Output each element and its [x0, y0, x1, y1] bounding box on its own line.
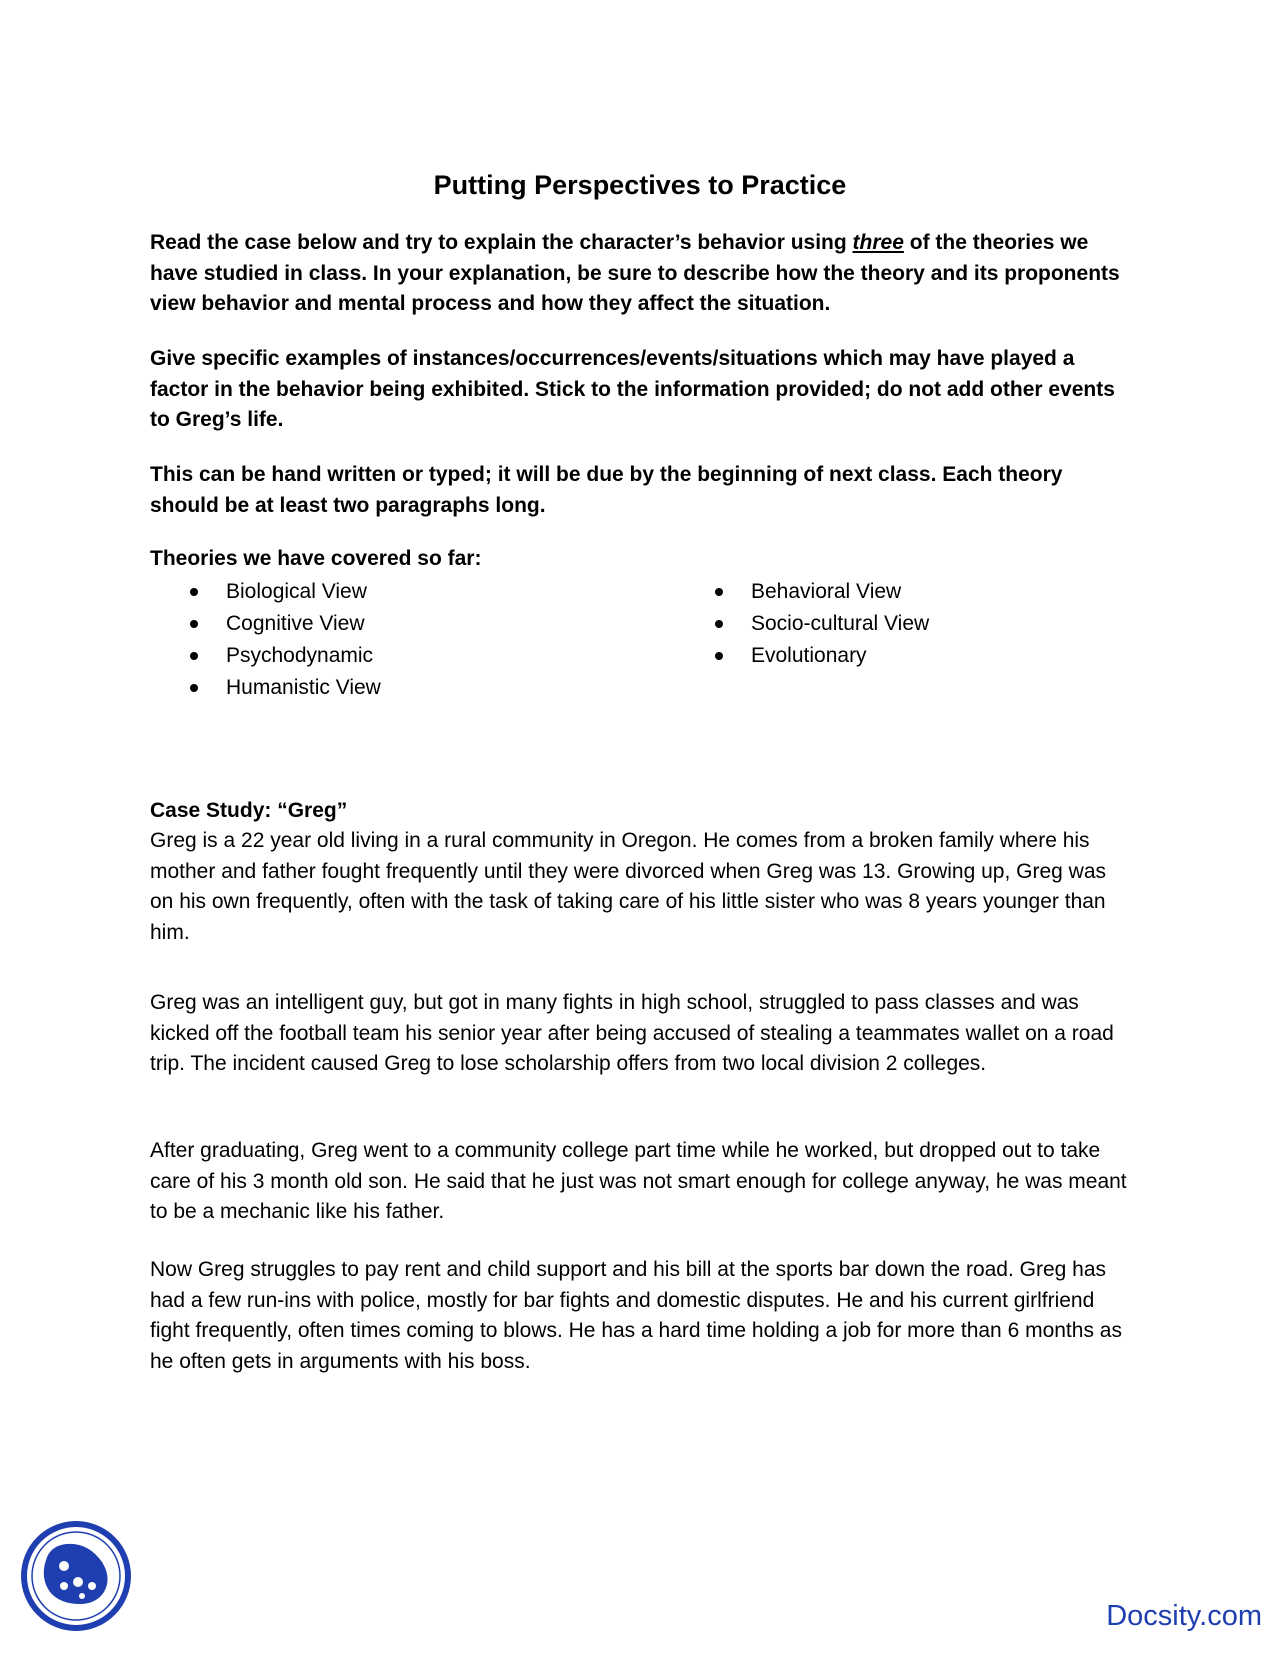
list-item: [675, 576, 929, 608]
instructions-paragraph-1: [150, 228, 1130, 320]
case-paragraph-4: Now Greg struggles to pay rent and child support and his bill at the sports bar down the road. Greg has had a few run-ins with police, mostly for bar fights and domestic disputes. He and his current girlfriend fight frequently, often times coming to blows. He has a hard time holding a job for more than 6 months as he often gets in arguments with his boss.: [150, 1258, 1122, 1373]
case-paragraph-1: Greg is a 22 year old living in a rural community in Oregon. He comes from a broken family where his mother and father fought frequently until they were divorced when Greg was 13. Growing up, Greg was on his own frequently, often with the task of taking care of his little sister who was 8 years younger than him.: [150, 829, 1107, 944]
case-paragraph-3: After graduating, Greg went to a community college part time while he worked, but dropped out to take care of his 3 month old son. He said that he just was not smart enough for college anyway, he was meant to be a mechanic like his father.: [150, 1139, 1127, 1223]
list-item: [675, 608, 929, 640]
theories-heading: Theories we have covered so far:: [150, 547, 482, 570]
docsity-brand-link[interactable]: Docsity.com: [1106, 1600, 1262, 1632]
theories-list-right: [675, 576, 929, 672]
list-item: [150, 672, 381, 704]
bullet-icon: [715, 588, 723, 596]
bullet-icon: [715, 652, 723, 660]
list-item-label: Cognitive View: [226, 612, 365, 635]
list-item: [150, 608, 381, 640]
instructions-emphasis-three: three: [852, 231, 904, 254]
list-item-label: Evolutionary: [751, 644, 867, 667]
instructions-p1-after: of the theories we have studied in class. In your explanation, be sure to describe how the theory and its proponents view behavior and mental process and how they affect the situation.: [150, 231, 1120, 315]
list-item-label: Socio-cultural View: [751, 612, 930, 635]
theories-list-left: [150, 576, 381, 704]
list-item-label: Humanistic View: [226, 676, 381, 699]
bullet-icon: [190, 588, 198, 596]
page-title: Putting Perspectives to Practice: [433, 170, 847, 200]
bullet-icon: [715, 620, 723, 628]
list-item-label: Biological View: [226, 580, 367, 603]
instructions-paragraph-2: Give specific examples of instances/occurrences/events/situations which may have played a factor in the behavior being exhibited. Stick to the information provided; do not add other events to Greg’s life.: [150, 347, 1115, 431]
case-paragraph-2: Greg was an intelligent guy, but got in many fights in high school, struggled to pass classes and was kicked off the football team his senior year after being accused of stealing a teammates wallet on a road trip. The incident caused Greg to lose scholarship offers from two local division 2 colleges.: [150, 991, 1114, 1075]
case-study-heading: Case Study: “Greg”: [150, 799, 348, 822]
list-item: [150, 640, 381, 672]
list-item-label: Behavioral View: [751, 580, 902, 603]
instructions-paragraph-3: This can be hand written or typed; it will be due by the beginning of next class. Each theory should be at least two paragraphs long.: [150, 463, 1063, 517]
list-item: [150, 576, 381, 608]
bullet-icon: [190, 652, 198, 660]
bullet-icon: [190, 684, 198, 692]
docsity-logo-icon: [20, 1520, 132, 1632]
instructions-p1-before: Read the case below and try to explain the character’s behavior using: [150, 231, 853, 254]
bullet-icon: [190, 620, 198, 628]
list-item: [675, 640, 929, 672]
list-item-label: Psychodynamic: [226, 644, 374, 667]
